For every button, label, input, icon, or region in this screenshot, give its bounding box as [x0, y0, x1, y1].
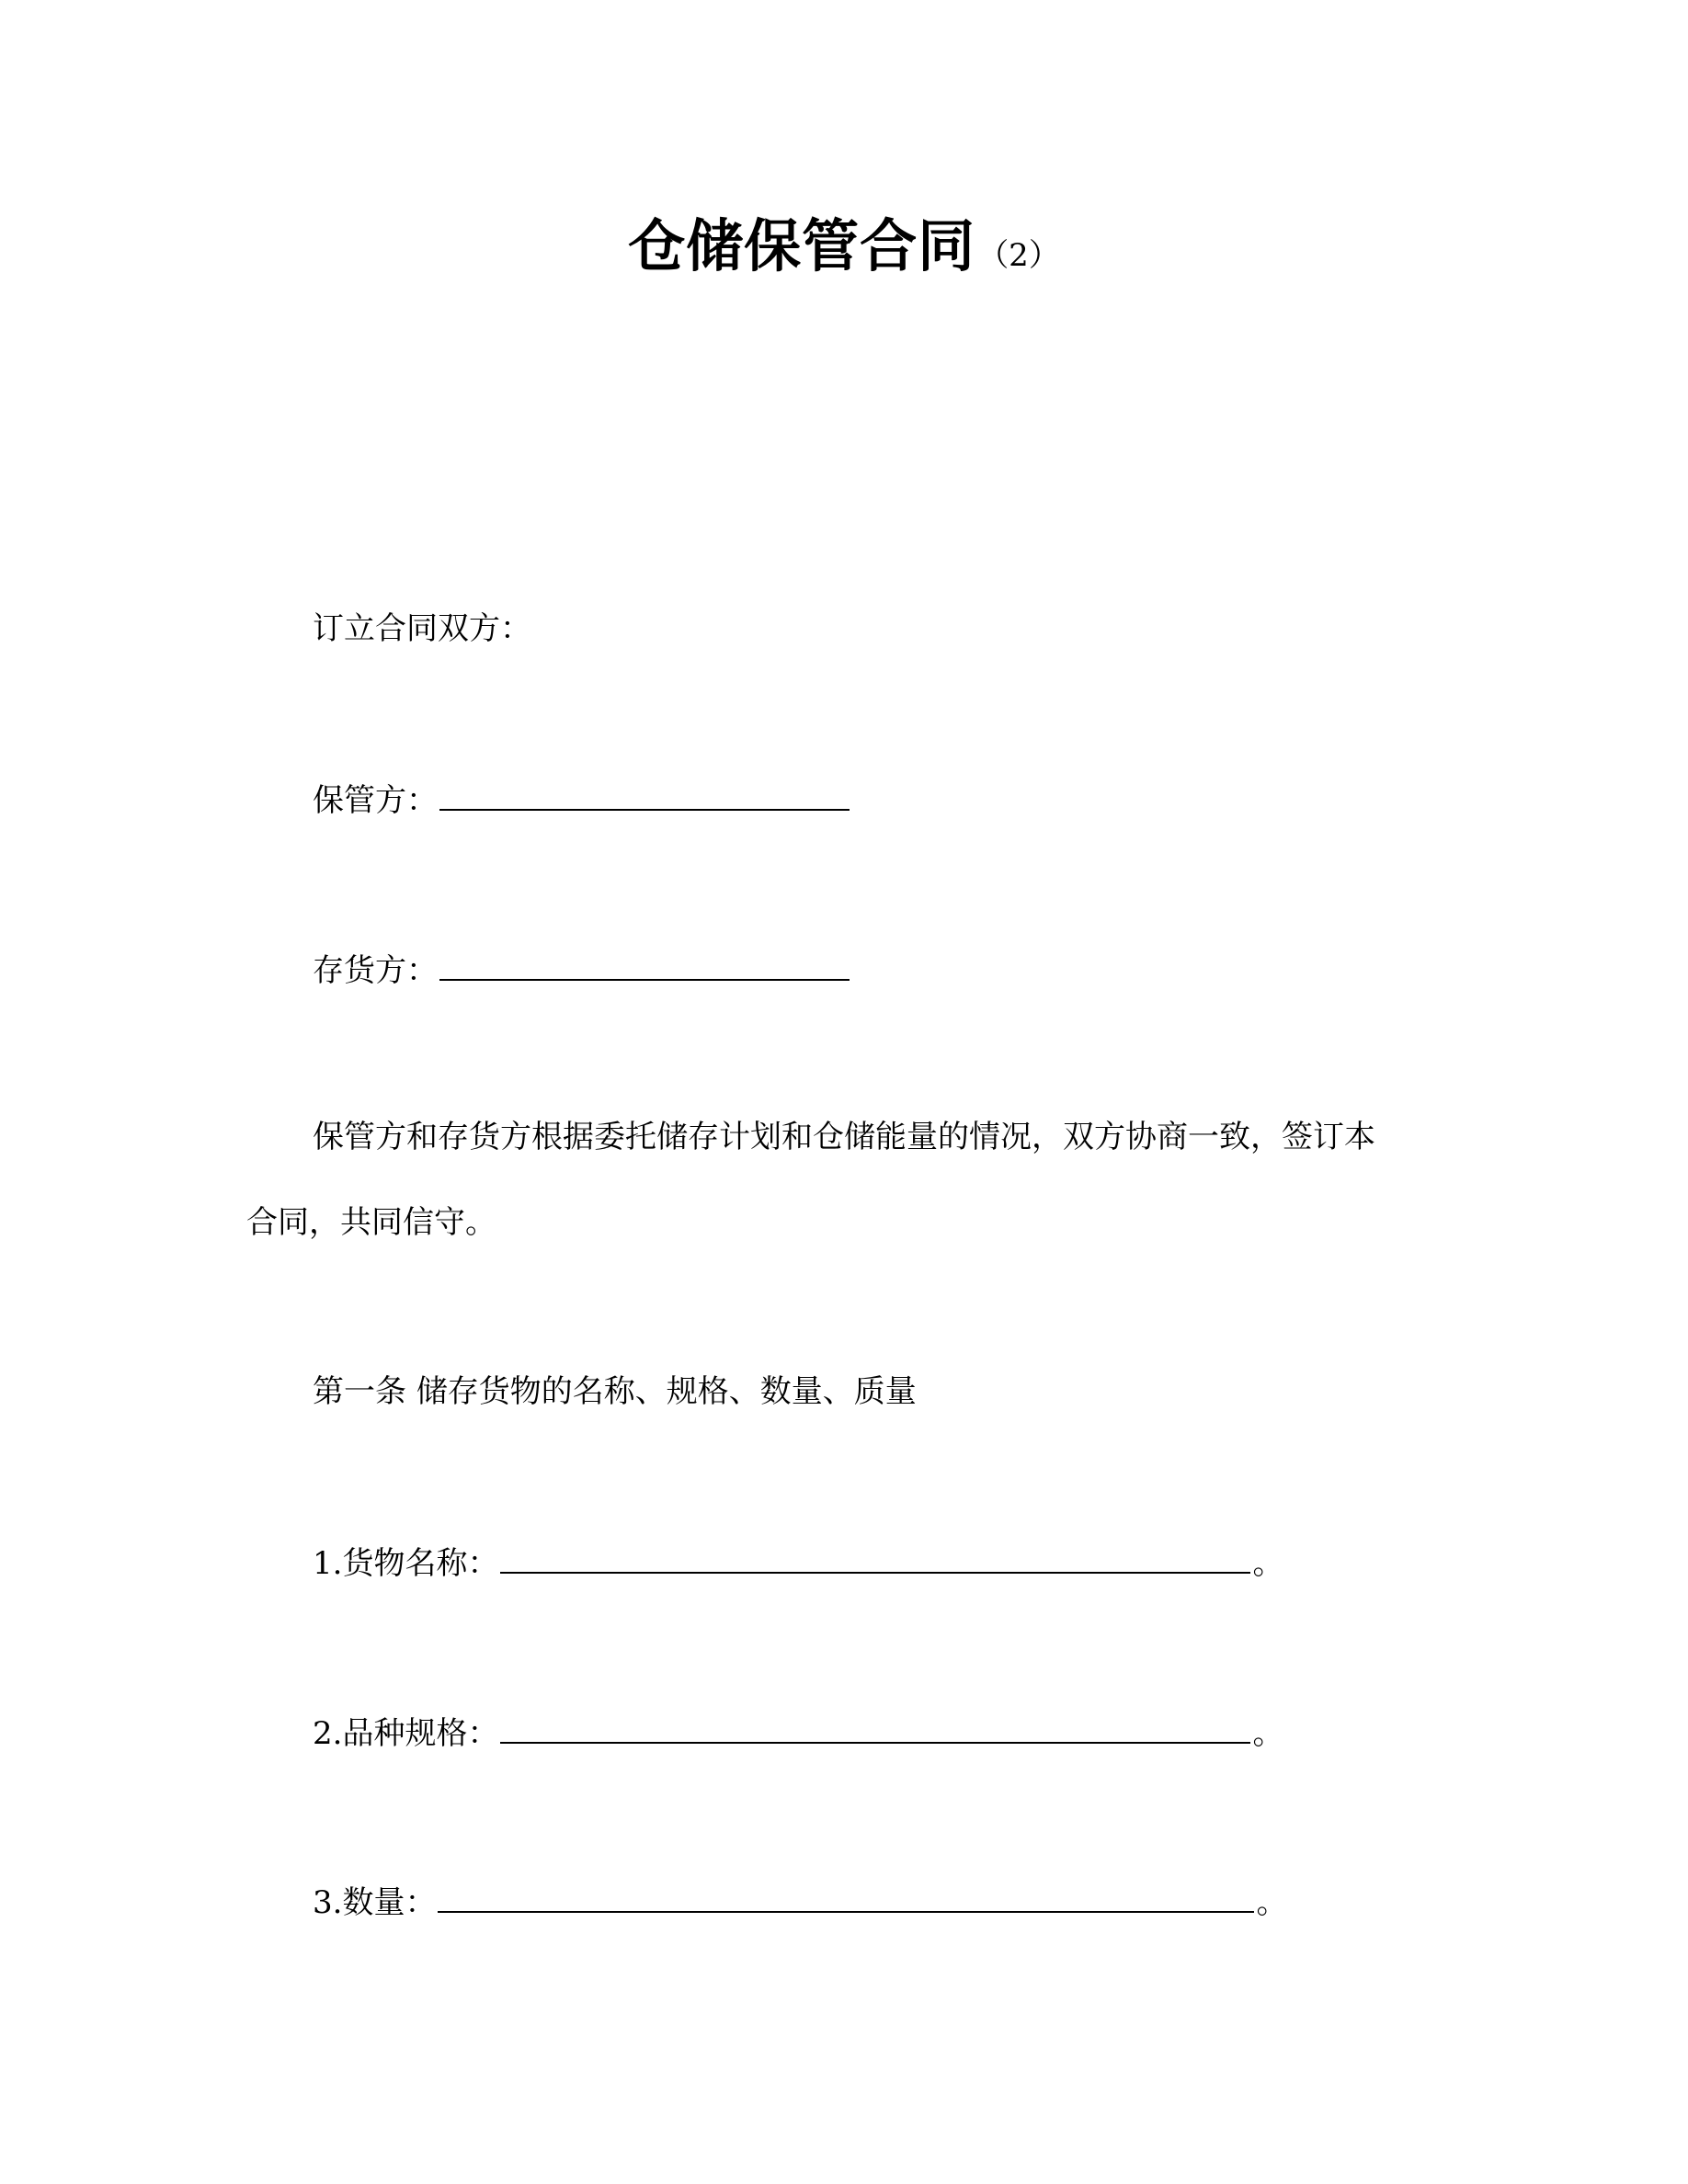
intro-paragraph-line-2: 合同，共同信守。 [246, 1204, 496, 1241]
custodian-line [313, 778, 850, 821]
article-1-heading: 第一条 储存货物的名称、规格、数量、质量 [313, 1373, 917, 1410]
custodian-blank [439, 778, 850, 811]
item-variety-spec-blank [500, 1711, 1250, 1744]
title-text: 仓储保管合同 [628, 212, 976, 279]
title-suffix: （2） [977, 237, 1060, 274]
item-goods-name [313, 1541, 1283, 1584]
intro-paragraph-line-1: 保管方和存货方根据委托储存计划和仓储能量的情况，双方协商一致，签订本 [313, 1119, 1375, 1155]
item-quantity-label: 3.数量： [313, 1884, 437, 1921]
item-quantity-period: 。 [1256, 1884, 1288, 1921]
depositor-line [313, 948, 850, 991]
parties-heading: 订立合同双方： [313, 610, 531, 647]
item-variety-spec [313, 1711, 1283, 1754]
item-variety-spec-label: 2.品种规格： [313, 1715, 499, 1752]
item-goods-name-period: 。 [1252, 1545, 1284, 1582]
item-goods-name-label: 1.货物名称： [313, 1545, 499, 1582]
item-goods-name-blank [500, 1541, 1250, 1574]
item-quantity-blank [438, 1880, 1254, 1913]
depositor-label: 存货方： [313, 952, 438, 989]
custodian-label: 保管方： [313, 782, 438, 819]
item-quantity [313, 1880, 1287, 1923]
document-title [0, 200, 1688, 282]
item-variety-spec-period: 。 [1252, 1715, 1284, 1752]
depositor-blank [439, 948, 850, 981]
